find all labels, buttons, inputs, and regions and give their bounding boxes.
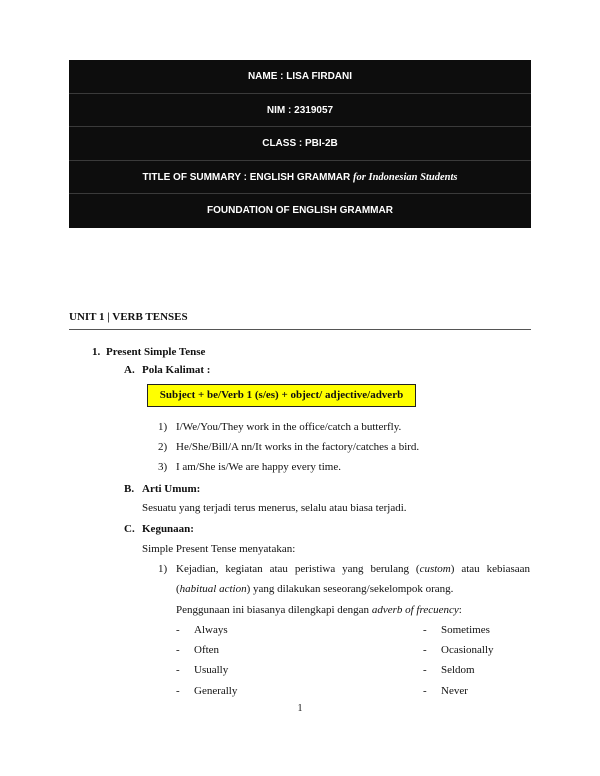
item-num: 1) bbox=[158, 563, 168, 575]
list-dash: - bbox=[176, 685, 180, 697]
header-subtitle: FOUNDATION OF ENGLISH GRAMMAR bbox=[207, 205, 393, 217]
item-line-2-italic: habitual action bbox=[179, 583, 247, 595]
header-class: CLASS : PBI-2B bbox=[69, 127, 531, 161]
example-num: 2) bbox=[158, 441, 168, 453]
item-line-1-italic: custom bbox=[419, 563, 451, 575]
list-dash: - bbox=[423, 664, 427, 676]
list-dash: - bbox=[176, 624, 180, 636]
header-title bbox=[69, 161, 531, 195]
adverb-right: Sometimes bbox=[441, 624, 490, 636]
list-dash: - bbox=[176, 644, 180, 656]
pola-letter: A. bbox=[124, 364, 135, 376]
item-line-2-pre: ( bbox=[176, 583, 180, 595]
item-line-3-post: : bbox=[458, 604, 462, 616]
adverb-right: Seldom bbox=[441, 664, 475, 676]
arti-text: Sesuatu yang terjadi terus menerus, selalu atau biasa terjadi. bbox=[142, 502, 407, 514]
item-line-3 bbox=[176, 604, 462, 616]
adverb-left: Often bbox=[194, 644, 220, 656]
list-dash: - bbox=[423, 685, 427, 697]
section-number: 1. bbox=[92, 346, 101, 358]
list-dash: - bbox=[423, 644, 427, 656]
adverb-left: Usually bbox=[194, 664, 229, 676]
header-title-prefix: TITLE OF SUMMARY : ENGLISH GRAMMAR bbox=[142, 171, 351, 183]
kegunaan-letter: C. bbox=[124, 523, 135, 535]
item-line-1 bbox=[176, 563, 530, 575]
example-text: I am/She is/We are happy every time. bbox=[176, 461, 341, 473]
header-nim: NIM : 2319057 bbox=[69, 94, 531, 128]
item-line-3-italic: adverb of frecuency bbox=[371, 604, 459, 616]
formula-box: Subject + be/Verb 1 (s/es) + object/ adjective/adverb bbox=[147, 384, 416, 407]
item-line-1-post: ) atau kebiasaan bbox=[450, 563, 530, 575]
list-dash: - bbox=[176, 664, 180, 676]
item-line-2-post: ) yang dilakukan seseorang/sekelompok orang. bbox=[246, 583, 454, 595]
kegunaan-intro: Simple Present Tense menyatakan: bbox=[142, 543, 296, 555]
adverb-left: Generally bbox=[194, 685, 238, 697]
header-table bbox=[69, 60, 531, 228]
arti-label: Arti Umum: bbox=[142, 483, 201, 495]
example-text: He/She/Bill/A nn/It works in the factory/catches a bird. bbox=[176, 441, 420, 453]
header-name: NAME : LISA FIRDANI bbox=[69, 60, 531, 94]
item-line-3-pre: Penggunaan ini biasanya dilengkapi dengan bbox=[176, 604, 372, 616]
example-text: I/We/You/They work in the office/catch a butterfly. bbox=[176, 421, 402, 433]
section-title: Present Simple Tense bbox=[106, 346, 206, 358]
list-dash: - bbox=[423, 624, 427, 636]
item-line-1-pre: Kejadian, kegiatan atau peristiwa yang berulang ( bbox=[176, 563, 420, 575]
adverb-right: Ocasionally bbox=[441, 644, 494, 656]
adverb-left: Always bbox=[194, 624, 228, 636]
pola-label: Pola Kalimat : bbox=[142, 364, 211, 376]
kegunaan-label: Kegunaan: bbox=[142, 523, 194, 535]
unit-title: UNIT 1 | VERB TENSES bbox=[69, 311, 188, 323]
example-num: 1) bbox=[158, 421, 168, 433]
header-title-italic: for Indonesian Students bbox=[353, 171, 458, 183]
example-num: 3) bbox=[158, 461, 168, 473]
item-line-2 bbox=[176, 583, 453, 595]
unit-divider bbox=[69, 329, 531, 330]
adverb-right: Never bbox=[441, 685, 468, 697]
page-number: 1 bbox=[297, 703, 303, 714]
arti-letter: B. bbox=[124, 483, 135, 495]
